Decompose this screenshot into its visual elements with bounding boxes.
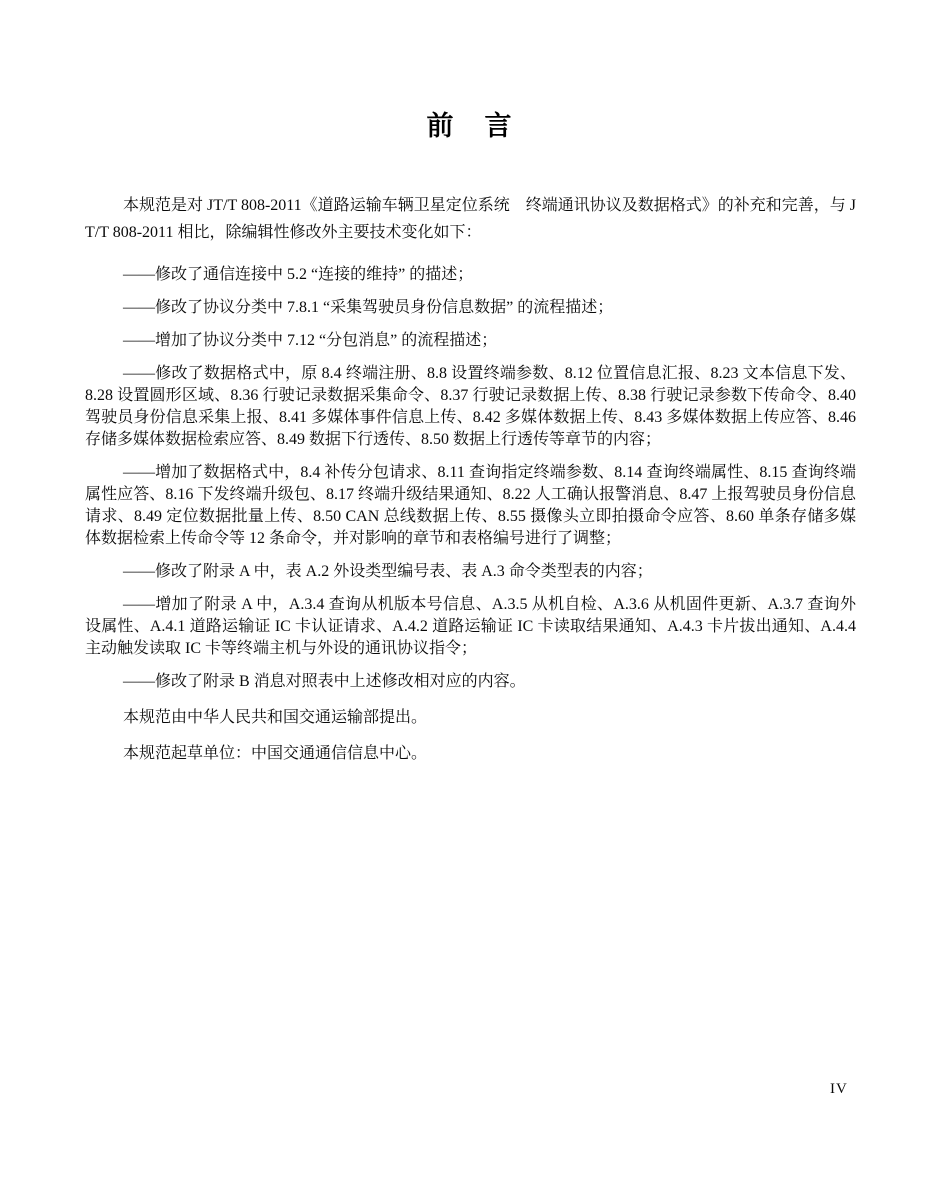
document-body (85, 186, 856, 765)
change-item-1: ——修改了通信连接中 5.2 “连接的维持” 的描述； (123, 266, 474, 283)
change-item-7: ——增加了附录 A 中，A.3.4 查询从机版本号信息、A.3.5 从机自检、A.3.6 从机固件更新、A.3.7 查询外设属性、A.4.1 道路运输证 IC 卡认证请求、A.4.2 道路运输证 IC 卡读取结果通知、A.4.3 卡片拔出通知、A.4.4 主动触发读取 IC 卡等终端主机与外设的通讯协议指令； (85, 596, 856, 657)
change-item-4: ——修改了数据格式中，原 8.4 终端注册、8.8 设置终端参数、8.12 位置信息汇报、8.23 文本信息下发、8.28 设置圆形区域、8.36 行驶记录数据采集命令、8.37 行驶记录数据上传、8.38 行驶记录参数下传命令、8.40 驾驶员身份信息采集上报、8.41 多媒体事件信息上传、8.42 多媒体数据上传、8.43 多媒体数据上传应答、8.46 存储多媒体数据检索应答、8.49 数据下行透传、8.50 数据上行透传等章节的内容； (85, 365, 856, 448)
provenance-drafter-paragraph: 本规范起草单位：中国交通通信信息中心。 (123, 745, 428, 762)
change-item-5: ——增加了数据格式中，8.4 补传分包请求、8.11 查询指定终端参数、8.14 查询终端属性、8.15 查询终端属性应答、8.16 下发终端升级包、8.17 终端升级结果通知、8.22 人工确认报警消息、8.47 上报驾驶员身份信息请求、8.49 定位数据批量上传、8.50 CAN 总线数据上传、8.55 摄像头立即拍摄命令应答、8.60 单条存储多媒体数据检索上传命令等 12 条命令，并对影响的章节和表格编号进行了调整； (85, 464, 856, 547)
change-item-2: ——修改了协议分类中 7.8.1 “采集驾驶员身份信息数据” 的流程描述； (123, 299, 614, 316)
change-item-8: ——修改了附录 B 消息对照表中上述修改相对应的内容。 (123, 673, 526, 690)
intro-paragraph: 本规范是对 JT/T 808-2011《道路运输车辆卫星定位系统 终端通讯协议及数据格式》的补充和完善，与 JT/T 808-2011 相比，除编辑性修改外主要技术变化如下： (85, 197, 856, 241)
foreword-title: 前 言 (426, 111, 514, 141)
change-list (85, 264, 856, 693)
page-number: IV (830, 1081, 848, 1097)
provenance-issuer-paragraph: 本规范由中华人民共和国交通运输部提出。 (123, 709, 428, 726)
change-item-3: ——增加了协议分类中 7.12 “分包消息” 的流程描述； (123, 332, 498, 349)
change-item-6: ——修改了附录 A 中，表 A.2 外设类型编号表、表 A.3 命令类型表的内容； (123, 563, 653, 580)
